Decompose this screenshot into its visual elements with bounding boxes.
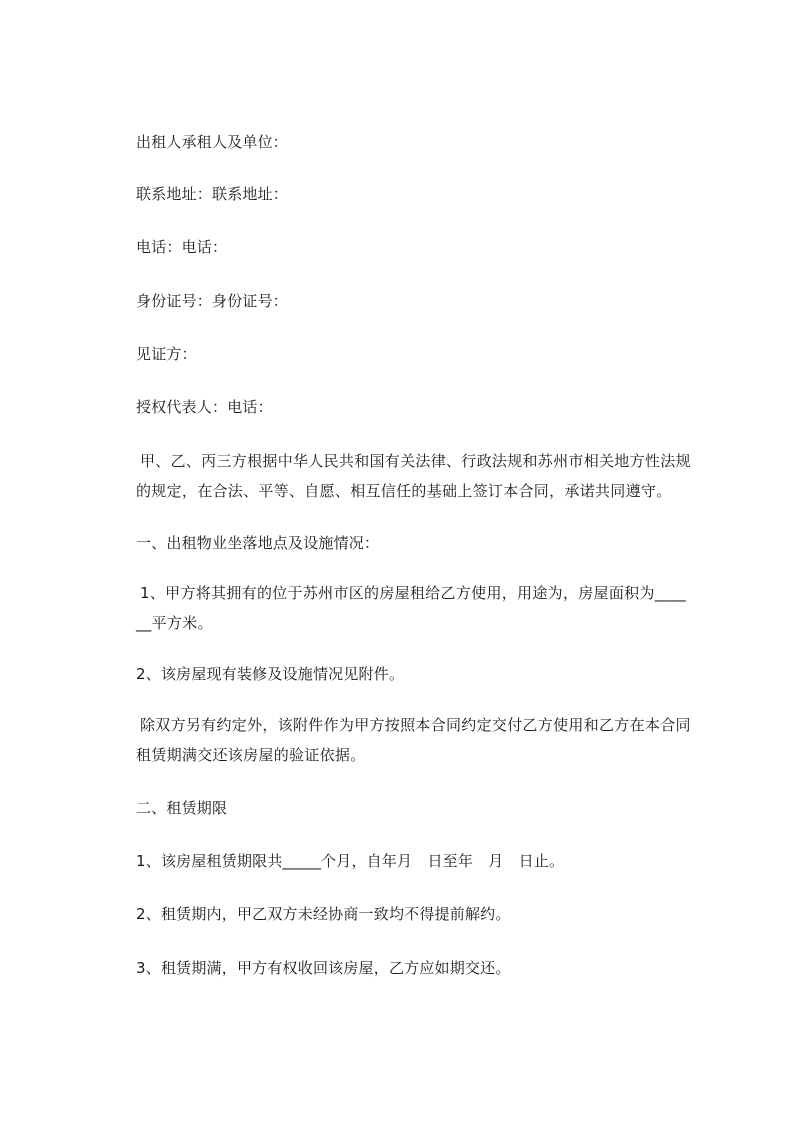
clause-1-1-paragraph: 1、甲方将其拥有的位于苏州市区的房屋租给乙方使用，用途为，房屋面积为______平方米。 <box>136 584 686 632</box>
clause-2-2-line: 2、租赁期内，甲乙双方未经协商一致均不得提前解约。 <box>136 905 511 923</box>
section-heading-1: 一、出租物业坐落地点及设施情况： <box>136 534 380 552</box>
clause-2-3-line: 3、租赁期满，甲方有权收回该房屋，乙方应如期交还。 <box>136 959 511 977</box>
lessor-lessee-line: 出租人承租人及单位： <box>136 133 289 151</box>
appendix-paragraph: 除双方另有约定外，该附件作为甲方按照本合同约定交付乙方使用和乙方在本合同租赁期满交还该房屋的验证依据。 <box>136 716 691 764</box>
section-heading-2: 二、租赁期限 <box>136 799 228 817</box>
phone-line: 电话：电话： <box>136 238 228 256</box>
witness-line: 见证方： <box>136 345 197 363</box>
clause-2-1-line: 1、该房屋租赁期限共_____个月，自年月 日至年 月 日止。 <box>136 852 565 870</box>
address-line: 联系地址：联系地址： <box>136 185 289 203</box>
id-number-line: 身份证号：身份证号： <box>136 292 289 310</box>
authorized-rep-line: 授权代表人：电话： <box>136 398 273 416</box>
preamble-paragraph: 甲、乙、丙三方根据中华人民共和国有关法律、行政法规和苏州市相关地方性法规的规定，在合法、平等、自愿、相互信任的基础上签订本合同，承诺共同遵守。 <box>136 452 691 500</box>
clause-1-2-line: 2、该房屋现有装修及设施情况见附件。 <box>136 665 405 683</box>
